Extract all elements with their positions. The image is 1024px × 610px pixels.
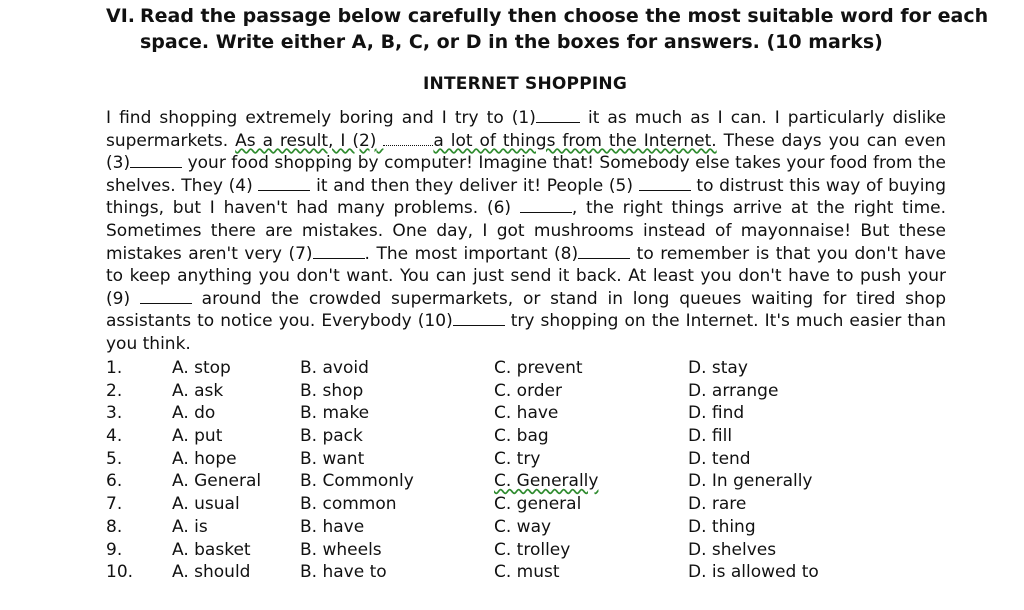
option-a: A. ask (172, 380, 224, 401)
instruction-line-1: Read the passage below carefully then choose the most suitable word for each (140, 5, 989, 27)
passage-text: I find shopping extremely boring and I try to (1) (106, 108, 536, 128)
passage-title: INTERNET SHOPPING (423, 74, 627, 94)
question-number: 6. (106, 471, 123, 492)
option-b: B. want (300, 448, 365, 469)
option-b: B. shop (300, 380, 364, 401)
option-a: A. should (172, 562, 251, 583)
question-number: 1. (106, 358, 123, 378)
option-d: D. stay (688, 358, 748, 378)
option-b: B. make (300, 403, 370, 424)
passage-text: your food shopping by computer! Imagine that! Somebody else takes your food from the shelves. They (4) (106, 153, 947, 196)
option-d: D. thing (688, 516, 756, 537)
option-c: C. way (494, 516, 552, 537)
option-b: B. wheels (300, 539, 382, 560)
passage-text: , the right things arrive at the right time. Sometimes there are mistakes. One day, I got mushrooms instead of mayonnaise! But these mistakes aren't very (7) (106, 198, 946, 264)
question-number: 4. (106, 426, 123, 447)
option-c: C. order (494, 380, 563, 401)
passage-text: As a result, I (2) (235, 130, 377, 151)
answer-gap-3 (130, 153, 182, 168)
option-row (106, 357, 946, 380)
option-d: D. In generally (688, 471, 813, 492)
option-a: A. put (172, 426, 223, 447)
question-number: 9. (106, 539, 123, 560)
answer-gap-6 (520, 198, 572, 213)
passage-text: it and then they deliver it! People (5) (310, 175, 639, 196)
option-row (106, 470, 946, 493)
option-row (106, 516, 946, 539)
option-c: C. must (494, 562, 560, 583)
question-number: 5. (106, 448, 123, 469)
option-row (106, 561, 946, 584)
option-d: D. fill (688, 426, 733, 447)
question-number: 2. (106, 380, 123, 401)
option-row (106, 425, 946, 448)
option-a: A. General (172, 471, 262, 492)
option-b: B. pack (300, 426, 363, 447)
answer-gap-9 (140, 289, 192, 304)
option-d: D. find (688, 403, 745, 424)
passage-text: it as much as I can. I particularly dislike supermarkets. (106, 108, 947, 151)
option-d: D. tend (688, 448, 751, 469)
option-c: C. trolley (494, 539, 571, 560)
option-c: C. have (494, 403, 559, 424)
option-d: D. shelves (688, 539, 777, 560)
option-row (106, 380, 946, 403)
instruction-line-2: space. Write either A, B, C, or D in the boxes for answers. (10 marks) (140, 31, 883, 53)
answer-gap-5 (639, 176, 691, 191)
option-a: A. usual (172, 494, 240, 515)
question-number: 3. (106, 403, 123, 424)
option-row (106, 493, 946, 516)
exercise-number: VI. (106, 5, 135, 27)
answer-gap-4 (258, 176, 310, 191)
passage-text: a lot of things from the Internet. (433, 130, 717, 151)
passage-text: to distrust this way of buying things, but I haven't had many problems. (6) (106, 175, 946, 219)
option-a: A. is (172, 516, 208, 537)
option-c: C. prevent (494, 358, 583, 378)
option-a: A. do (172, 403, 216, 424)
option-a: A. basket (172, 539, 251, 560)
option-b: B. common (300, 494, 397, 515)
option-a: A. stop (172, 358, 231, 378)
option-d: D. is allowed to (688, 562, 819, 583)
option-row (106, 448, 946, 471)
passage-text-underlined (235, 131, 717, 151)
answer-options-list (106, 357, 946, 584)
option-b: B. avoid (300, 358, 369, 378)
option-row (106, 539, 946, 562)
option-d: D. arrange (688, 380, 779, 401)
answer-gap-10 (453, 311, 505, 326)
option-row (106, 402, 946, 425)
option-d: D. rare (688, 494, 747, 515)
option-b: B. have (300, 516, 365, 537)
question-number: 7. (106, 494, 123, 515)
option-b: B. have to (300, 562, 387, 583)
exercise-instructions (106, 3, 989, 55)
passage-text: to remember is that you don't have to keep anything you don't want. You can just send it back. At least you don't have to push your (9) (106, 243, 946, 309)
passage-text: around the crowded supermarkets, or stand in long queues waiting for tired shop assistants to notice you. Everybody (10) (106, 288, 946, 332)
cloze-passage (106, 107, 946, 356)
option-c: C. bag (494, 426, 549, 447)
answer-gap-8 (578, 244, 630, 259)
option-c: C. Generally (494, 471, 599, 492)
answer-gap-7 (313, 244, 365, 259)
option-c: C. general (494, 494, 582, 515)
question-number: 8. (106, 516, 123, 537)
option-b: B. Commonly (300, 471, 414, 492)
question-number: 10. (106, 562, 134, 583)
option-c: C. try (494, 448, 541, 469)
passage-text: try shopping on the Internet. It's much easier than you think. (106, 311, 947, 354)
option-a: A. hope (172, 448, 237, 469)
passage-text: These days you can even (3) (106, 130, 947, 174)
answer-gap-1 (536, 108, 580, 123)
answer-gap-2 (383, 131, 433, 146)
passage-text: . The most important (8) (364, 243, 579, 264)
